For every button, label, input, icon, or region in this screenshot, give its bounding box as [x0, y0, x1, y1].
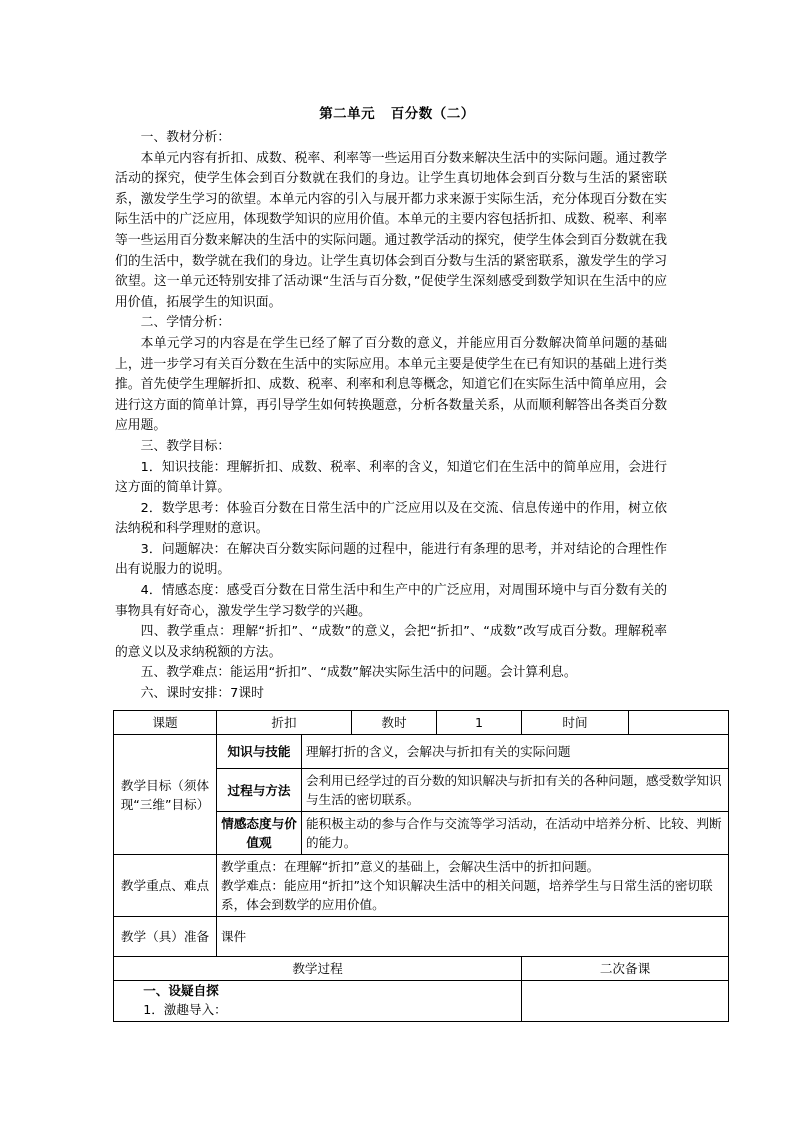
key-points-label: 教学重点、难点 [114, 855, 217, 917]
goal-text-process: 会利用已经学过的百分数的知识解决与折扣有关的各种问题，感受数学知识与生活的密切联系。 [302, 769, 729, 812]
goal-label-knowledge: 知识与技能 [217, 735, 302, 769]
goal-item: 1．知识技能：理解折扣、成数、税率、利率的含义，知道它们在生活中的简单应用，会进行这方面的简单计算。 [115, 459, 667, 496]
section-heading-analysis: 一、教材分析： [140, 130, 231, 145]
table-row [114, 711, 729, 735]
goals-label: 教学目标（须体现“三维”目标） [114, 735, 217, 855]
table-row [114, 981, 729, 1022]
section-paragraph-students: 本单元学习的内容是在学生已经了解了百分数的意义，并能应用百分数解决简单问题的基础上，进一步学习有关百分数在生活中的实际应用。本单元主要是使学生在已有知识的基础上进行类推。首先使学生理解折扣、成数、税率、利率和利息等概念，知道它们在实际生活中简单应用，会进行这方面的简单计算，再引导学生如何转换题意，分析各数量关系，从而顺利解答出各类百分数应用题。 [115, 335, 667, 434]
tools-label: 教学（具）准备 [114, 917, 217, 957]
topic-value: 折扣 [217, 711, 352, 735]
time-label: 时间 [522, 711, 629, 735]
key-points-cell [217, 855, 729, 917]
goal-label-process: 过程与方法 [217, 769, 302, 812]
goal-item: 4．情感态度：感受百分数在日常生活中和生产中的广泛应用，对周围环境中与百分数有关的事物具有好奇心，激发学生学习数学的兴趣。 [115, 583, 667, 619]
table-row [114, 957, 729, 981]
process-cell [114, 981, 522, 1022]
goal-item: 2．数学思考：体验百分数在日常生活中的广泛应用以及在交流、信息传递中的作用，树立依法纳税和科学理财的意识。 [115, 500, 667, 537]
difficulty-line: 教学难点：能应用“折扣”这个知识解决生活中的相关问题，培养学生与日常生活的密切联系，体会到数学的应用价值。 [221, 878, 713, 912]
process-label: 教学过程 [114, 957, 522, 981]
topic-label: 课题 [114, 711, 217, 735]
goal-item: 3．问题解决：在解决百分数实际问题的过程中，能进行有条理的思考，并对结论的合理性作出有说服力的说明。 [115, 541, 667, 578]
goal-text-knowledge: 理解打折的含义，会解决与折扣有关的实际问题 [302, 735, 729, 769]
section-paragraph-key-points: 四、教学重点：理解“折扣”、“成数”的意义，会把“折扣”、“成数”改写成百分数。理解税率的意义以及求纳税额的方法。 [115, 624, 667, 660]
key-point-line: 教学重点：在理解“折扣”意义的基础上，会解决生活中的折扣问题。 [221, 859, 600, 874]
document-body [115, 128, 667, 705]
time-value [629, 711, 729, 735]
tools-value: 课件 [217, 917, 729, 957]
goal-label-attitude: 情感态度与价值观 [217, 812, 302, 855]
hours-value: 1 [437, 711, 522, 735]
section-paragraph-schedule: 六、课时安排：7课时 [140, 686, 264, 702]
table-row [114, 735, 729, 769]
second-prep-label: 二次备课 [522, 957, 729, 981]
process-item: 1．激趣导入： [143, 1002, 227, 1017]
process-heading: 一、设疑自探 [143, 983, 219, 998]
table-row [114, 855, 729, 917]
second-prep-cell [522, 981, 729, 1022]
section-heading-students: 二、学情分析： [140, 315, 231, 331]
section-heading-goals: 三、教学目标： [140, 438, 231, 454]
page-title: 第二单元 百分数（二） [319, 106, 475, 122]
section-paragraph-difficulties: 五、教学难点：能运用“折扣”、“成数”解决实际生活中的问题。会计算利息。 [140, 665, 577, 681]
table-row [114, 917, 729, 957]
hours-label: 教时 [352, 711, 437, 735]
lesson-plan-table [113, 710, 729, 1022]
section-paragraph-analysis: 本单元内容有折扣、成数、税率、利率等一些运用百分数来解决生活中的实际问题。通过教学活动的探究，使学生体会到百分数就在我们的身边。让学生真切地体会到百分数与生活的紧密联系，激发学生学习的欲望。本单元内容的引入与展开都力求来源于实际生活，充分体现百分数在实际生活中的广泛应用，体现数学知识的应用价值。本单元的主要内容包括折扣、成数、税率、利率等一些运用百分数来解决的生活中的实际问题。通过教学活动的探究，使学生体会到百分数就在我们的生活中，数学就在我们的身边。让学生真切体会到百分数与生活的紧密联系，激发学生的学习欲望。这一单元还特别安排了活动课“生活与百分数，”促使学生深刻感受到数学知识在生活中的应用价值，拓展学生的知识面。 [115, 150, 667, 310]
goal-text-attitude: 能积极主动的参与合作与交流等学习活动，在活动中培养分析、比较、判断的能力。 [302, 812, 729, 855]
